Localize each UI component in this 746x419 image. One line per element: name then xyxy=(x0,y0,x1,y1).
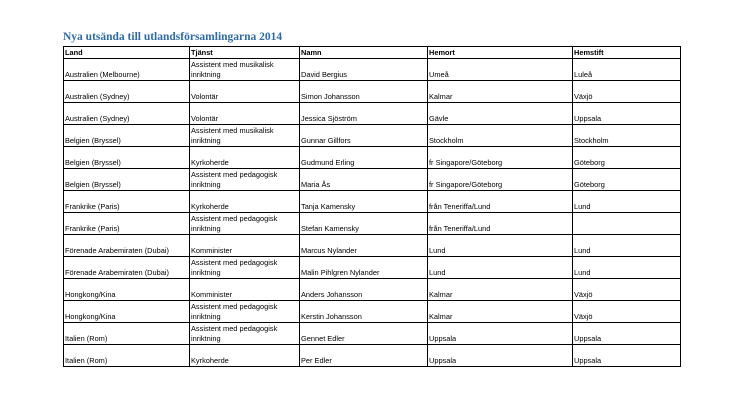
column-header-tjanst: Tjänst xyxy=(190,47,300,59)
cell-land: Förenade Arabemiraten (Dubai) xyxy=(64,257,190,279)
cell-hemstift: Växjö xyxy=(573,279,681,301)
cell-namn: Jessica Sjöström xyxy=(300,103,428,125)
cell-hemstift: Lund xyxy=(573,191,681,213)
cell-hemstift: Lund xyxy=(573,235,681,257)
cell-tjanst: Komminister xyxy=(190,279,300,301)
cell-hemstift: Växjö xyxy=(573,301,681,323)
cell-hemort: från Teneriffa/Lund xyxy=(428,213,573,235)
column-header-hemort: Hemort xyxy=(428,47,573,59)
table-row xyxy=(64,257,681,279)
cell-hemort: Uppsala xyxy=(428,323,573,345)
cell-hemstift xyxy=(573,213,681,235)
cell-hemort: Kalmar xyxy=(428,81,573,103)
table-row xyxy=(64,125,681,147)
cell-land: Frankrike (Paris) xyxy=(64,213,190,235)
cell-hemstift: Uppsala xyxy=(573,103,681,125)
table-row xyxy=(64,213,681,235)
table-header-row xyxy=(64,47,681,59)
cell-hemstift: Växjö xyxy=(573,81,681,103)
cell-hemort: fr Singapore/Göteborg xyxy=(428,147,573,169)
cell-namn: Tanja Kamensky xyxy=(300,191,428,213)
cell-land: Belgien (Bryssel) xyxy=(64,147,190,169)
column-header-namn: Namn xyxy=(300,47,428,59)
cell-hemort: Kalmar xyxy=(428,301,573,323)
cell-tjanst: Volontär xyxy=(190,103,300,125)
cell-tjanst: Komminister xyxy=(190,235,300,257)
cell-land: Italien (Rom) xyxy=(64,323,190,345)
cell-tjanst: Assistent med pedagogisk inriktning xyxy=(190,213,300,235)
cell-tjanst: Assistent med pedagogisk inriktning xyxy=(190,323,300,345)
cell-hemort: Uppsala xyxy=(428,345,573,367)
page-title: Nya utsända till utlandsförsamlingarna 2014 xyxy=(63,31,283,43)
cell-land: Belgien (Bryssel) xyxy=(64,169,190,191)
cell-land: Australien (Sydney) xyxy=(64,103,190,125)
cell-hemort: Lund xyxy=(428,235,573,257)
cell-hemstift: Luleå xyxy=(573,59,681,81)
table-row xyxy=(64,323,681,345)
cell-namn: Gennet Edler xyxy=(300,323,428,345)
cell-hemstift: Göteborg xyxy=(573,169,681,191)
cell-tjanst: Assistent med pedagogisk inriktning xyxy=(190,301,300,323)
cell-hemort: från Teneriffa/Lund xyxy=(428,191,573,213)
cell-hemstift: Uppsala xyxy=(573,323,681,345)
cell-hemort: Kalmar xyxy=(428,279,573,301)
cell-hemstift: Lund xyxy=(573,257,681,279)
cell-hemort: fr Singapore/Göteborg xyxy=(428,169,573,191)
cell-namn: Simon Johansson xyxy=(300,81,428,103)
cell-namn: Gunnar Gillfors xyxy=(300,125,428,147)
cell-namn: Marcus Nylander xyxy=(300,235,428,257)
cell-land: Hongkong/Kina xyxy=(64,279,190,301)
table-row xyxy=(64,59,681,81)
table-row xyxy=(64,169,681,191)
table-row xyxy=(64,191,681,213)
cell-hemort: Umeå xyxy=(428,59,573,81)
table-row xyxy=(64,147,681,169)
cell-tjanst: Kyrkoherde xyxy=(190,345,300,367)
cell-namn: Anders Johansson xyxy=(300,279,428,301)
cell-tjanst: Assistent med musikalisk inriktning xyxy=(190,59,300,81)
cell-land: Förenade Arabemiraten (Dubai) xyxy=(64,235,190,257)
cell-land: Hongkong/Kina xyxy=(64,301,190,323)
cell-land: Australien (Melbourne) xyxy=(64,59,190,81)
cell-tjanst: Assistent med musikalisk inriktning xyxy=(190,125,300,147)
cell-hemstift: Uppsala xyxy=(573,345,681,367)
table-body xyxy=(64,59,681,367)
cell-tjanst: Kyrkoherde xyxy=(190,191,300,213)
cell-tjanst: Assistent med pedagogisk inriktning xyxy=(190,257,300,279)
cell-land: Italien (Rom) xyxy=(64,345,190,367)
table-row xyxy=(64,81,681,103)
cell-land: Australien (Sydney) xyxy=(64,81,190,103)
table-row xyxy=(64,345,681,367)
cell-hemstift: Stockholm xyxy=(573,125,681,147)
cell-namn: Maria Ås xyxy=(300,169,428,191)
table-row xyxy=(64,103,681,125)
cell-tjanst: Kyrkoherde xyxy=(190,147,300,169)
cell-tjanst: Volontär xyxy=(190,81,300,103)
cell-namn: Stefan Kamensky xyxy=(300,213,428,235)
table-row xyxy=(64,301,681,323)
staff-table xyxy=(63,46,681,367)
cell-land: Belgien (Bryssel) xyxy=(64,125,190,147)
table-row xyxy=(64,279,681,301)
cell-namn: Malin Pihlgren Nylander xyxy=(300,257,428,279)
cell-hemort: Gävle xyxy=(428,103,573,125)
cell-tjanst: Assistent med pedagogisk inriktning xyxy=(190,169,300,191)
cell-namn: Kerstin Johansson xyxy=(300,301,428,323)
cell-hemstift: Göteborg xyxy=(573,147,681,169)
cell-land: Frankrike (Paris) xyxy=(64,191,190,213)
table-row xyxy=(64,235,681,257)
cell-namn: David Bergius xyxy=(300,59,428,81)
column-header-hemstift: Hemstift xyxy=(573,47,681,59)
column-header-land: Land xyxy=(64,47,190,59)
cell-namn: Per Edler xyxy=(300,345,428,367)
cell-hemort: Lund xyxy=(428,257,573,279)
cell-namn: Gudmund Erling xyxy=(300,147,428,169)
cell-hemort: Stockholm xyxy=(428,125,573,147)
